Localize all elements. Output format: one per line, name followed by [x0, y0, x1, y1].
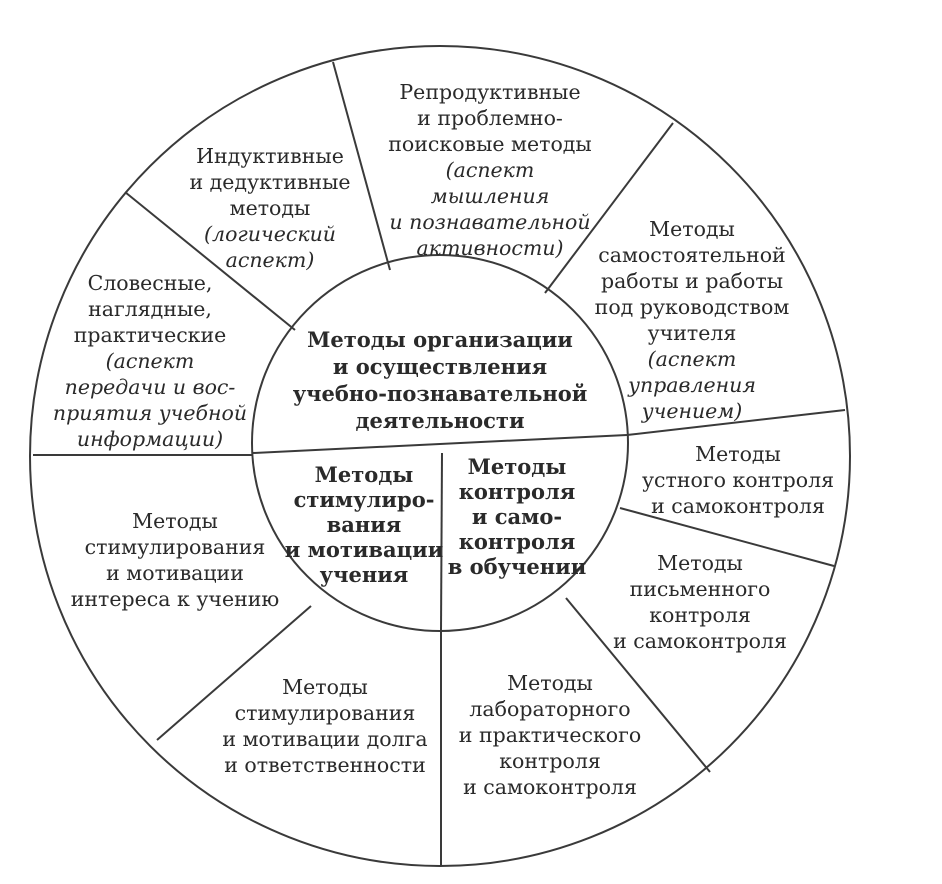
label-text [88, 297, 212, 321]
label-text [627, 373, 756, 397]
center-right-line: Методы [467, 454, 567, 479]
label-text [294, 487, 435, 512]
center-right-line: контроля [458, 529, 576, 554]
center-right-line: в обучении [447, 554, 587, 579]
segment-text-line: Методы [657, 551, 743, 575]
label-text [315, 462, 414, 487]
segment-text-line: приятия учебной [52, 401, 248, 425]
label-text [630, 577, 771, 601]
center-left-line: стимулиро- [293, 487, 435, 512]
label-text [657, 551, 743, 575]
segment-text-line: и мотивации [106, 561, 244, 585]
segment-text-line: интереса к учению [70, 587, 280, 611]
label-text [77, 427, 223, 451]
segment-lab-practical-control [459, 671, 641, 799]
segment-text-line: контроля [649, 603, 751, 627]
center-left-line: учения [319, 562, 409, 587]
segment-text-line: и самоконтроля [613, 629, 787, 653]
segment-text-line: учителя [647, 321, 737, 345]
segment-text-line: Методы [695, 442, 781, 466]
label-text [189, 170, 350, 194]
label-text [307, 327, 573, 352]
segment-verbal-visual-practical [53, 271, 247, 451]
label-text [106, 561, 244, 585]
label-text [468, 454, 567, 479]
label-text [226, 248, 315, 272]
segment-text-line: мышления [430, 184, 550, 208]
center-left-line: вания [326, 512, 402, 537]
label-text [235, 701, 416, 725]
label-text [282, 675, 368, 699]
segment-text-line: устного контроля [641, 468, 835, 492]
label-text [641, 399, 743, 423]
label-text [320, 562, 409, 587]
center-top-line: учебно-познавательной [292, 381, 588, 406]
label-text [88, 271, 213, 295]
segment-text-line: методы [229, 196, 311, 220]
segment-text-line: передачи и вос- [64, 375, 236, 399]
label-text [224, 753, 426, 777]
label-text [459, 529, 576, 554]
label-text [595, 295, 790, 319]
label-text [469, 697, 630, 721]
segment-text-line: наглядные, [88, 297, 212, 321]
segment-text-line: стимулирования [84, 535, 266, 559]
label-text [417, 106, 563, 130]
label-text [71, 587, 280, 611]
label-text [399, 80, 580, 104]
segment-stimulation-interest [71, 509, 280, 611]
segment-reproductive-problem-search [388, 80, 592, 260]
segment-independent-work [595, 217, 790, 423]
label-text [293, 381, 588, 406]
label-text [53, 401, 247, 425]
label-text [649, 603, 751, 627]
label-text [327, 512, 402, 537]
segment-text-line: поисковые методы [388, 132, 592, 156]
label-text [499, 749, 601, 773]
label-text [598, 243, 785, 267]
segment-text-line: Словесные, [87, 271, 213, 295]
label-text [431, 184, 550, 208]
inner-horizontal-divider [253, 435, 627, 453]
segment-text-line: Методы [649, 217, 735, 241]
label-text [355, 408, 524, 433]
segment-text-line: Индуктивные [196, 144, 344, 168]
segment-text-line: (аспект [647, 347, 737, 371]
label-text [65, 375, 236, 399]
segment-text-line: Методы [132, 509, 218, 533]
label-text [85, 535, 266, 559]
segment-text-line: (аспект [445, 158, 535, 182]
segment-text-line: Репродуктивные [399, 80, 581, 104]
segment-text-line: (аспект [105, 349, 195, 373]
segment-oral-control [642, 442, 834, 518]
segment-text-line: (логический [204, 222, 336, 246]
segment-text-line: и проблемно- [417, 106, 563, 130]
label-text [416, 236, 563, 260]
label-text [446, 158, 535, 182]
center-top-line: Методы организации [307, 327, 573, 352]
segment-written-control [613, 551, 787, 653]
segment-text-line: и практического [458, 723, 642, 747]
label-text [695, 442, 781, 466]
segment-text-line: и самоконтроля [463, 775, 637, 799]
segment-text-line: информации) [76, 427, 224, 451]
label-text [648, 347, 737, 371]
label-text [389, 210, 590, 234]
center-top-label [293, 327, 588, 433]
center-right-line: и само- [471, 504, 563, 529]
segment-inductive-deductive [189, 144, 350, 272]
label-text [285, 537, 444, 562]
segment-text-line: контроля [499, 749, 601, 773]
center-top-line: деятельности [355, 408, 525, 433]
label-text [642, 468, 834, 492]
label-text [459, 479, 576, 504]
label-text [601, 269, 783, 293]
label-text [459, 723, 641, 747]
center-left-line: и мотивации [284, 537, 444, 562]
segment-text-line: под руководством [594, 295, 790, 319]
segment-text-line: практические [73, 323, 227, 347]
segment-text-line: и познавательной [389, 210, 591, 234]
label-text [613, 629, 787, 653]
label-text [463, 775, 637, 799]
segment-text-line: самостоятельной [598, 243, 786, 267]
label-text [74, 323, 227, 347]
label-text [388, 132, 592, 156]
segment-text-line: Методы [282, 675, 368, 699]
center-left-label [285, 462, 444, 587]
segment-text-line: и мотивации долга [222, 727, 428, 751]
label-text [230, 196, 311, 220]
segment-text-line: письменного [629, 577, 771, 601]
segment-text-line: лабораторного [469, 697, 631, 721]
segment-text-line: и самоконтроля [651, 494, 825, 518]
segment-text-line: управления [628, 373, 756, 397]
segment-text-line: и ответственности [224, 753, 426, 777]
label-text [204, 222, 336, 246]
segment-text-line: и дедуктивные [189, 170, 351, 194]
segment-stimulation-duty [222, 675, 427, 777]
segment-text-line: работы и работы [600, 269, 784, 293]
segment-text-line: стимулирования [234, 701, 416, 725]
label-text [651, 494, 825, 518]
center-right-label [448, 454, 587, 579]
label-text [472, 504, 562, 529]
label-text [196, 144, 344, 168]
center-left-line: Методы [314, 462, 414, 487]
label-text [106, 349, 195, 373]
label-text [222, 727, 427, 751]
label-text [448, 554, 587, 579]
segment-text-line: Методы [507, 671, 593, 695]
label-text [333, 354, 547, 379]
label-text [132, 509, 218, 533]
center-right-line: контроля [458, 479, 576, 504]
label-text [649, 217, 735, 241]
segment-text-line: аспект) [225, 248, 315, 272]
label-text [507, 671, 593, 695]
segment-text-line: активности) [416, 236, 564, 260]
center-top-line: и осуществления [332, 354, 548, 379]
segment-text-line: учением) [641, 399, 743, 423]
label-text [648, 321, 737, 345]
